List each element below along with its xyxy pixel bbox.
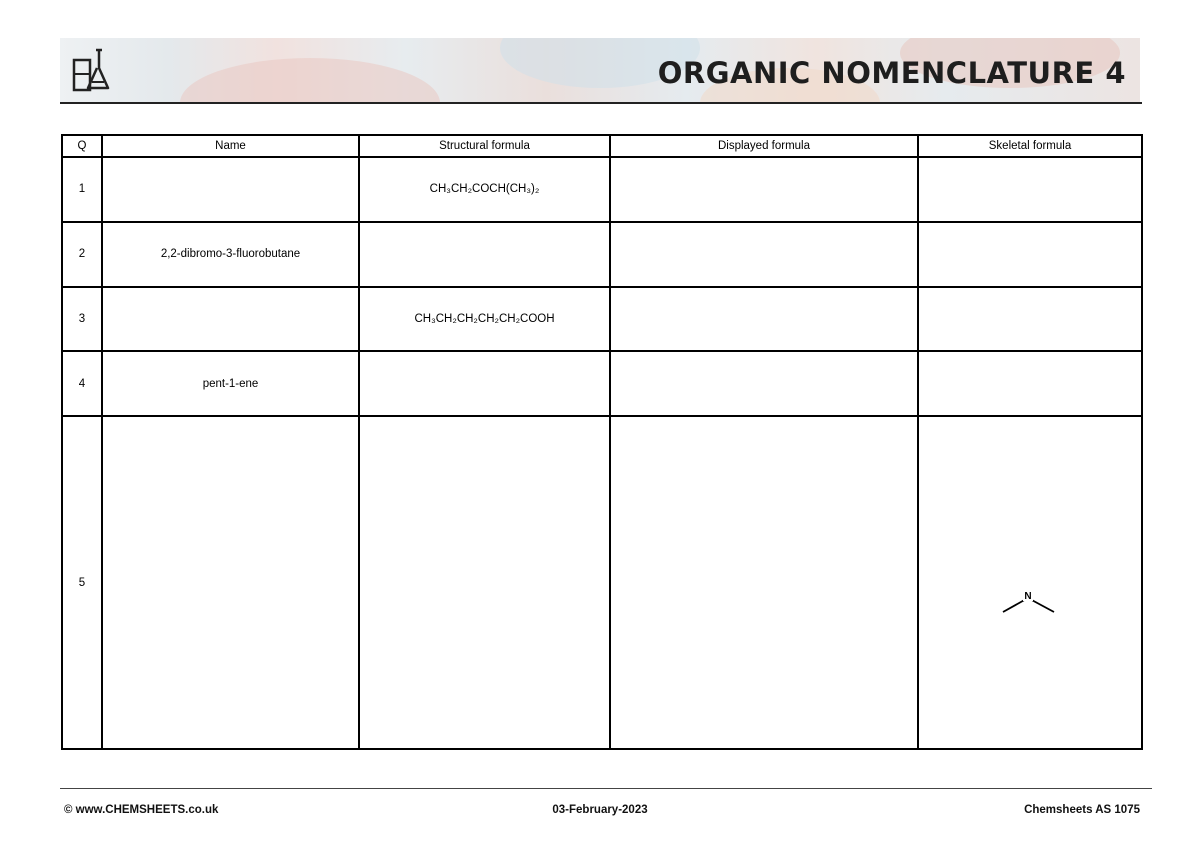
header-rule xyxy=(60,102,1142,104)
skeletal-formula-cell[interactable] xyxy=(918,287,1142,352)
structural-formula-cell[interactable] xyxy=(359,351,610,416)
structural-formula-cell[interactable]: CH₃CH₂CH₂CH₂CH₂COOH xyxy=(359,287,610,352)
lab-glassware-icon xyxy=(68,46,118,98)
name-cell[interactable] xyxy=(102,287,359,352)
name-cell[interactable] xyxy=(102,157,359,222)
table-row xyxy=(62,157,1142,222)
name-cell[interactable] xyxy=(102,416,359,749)
question-number: 2 xyxy=(62,222,102,287)
column-header-structural: Structural formula xyxy=(359,135,610,157)
skeletal-formula-cell[interactable] xyxy=(918,157,1142,222)
structural-formula-cell[interactable] xyxy=(359,416,610,749)
name-cell[interactable]: 2,2-dibromo-3-fluorobutane xyxy=(102,222,359,287)
footer-date: 03-February-2023 xyxy=(552,804,648,816)
displayed-formula-cell[interactable] xyxy=(610,222,918,287)
question-number: 4 xyxy=(62,351,102,416)
displayed-formula-cell[interactable] xyxy=(610,157,918,222)
table-header-row xyxy=(62,135,1142,157)
table-row xyxy=(62,222,1142,287)
displayed-formula-cell[interactable] xyxy=(610,416,918,749)
structural-formula-cell[interactable] xyxy=(359,222,610,287)
question-number: 3 xyxy=(62,287,102,352)
nitrogen-atom-label: N xyxy=(1024,590,1032,602)
skeletal-formula-drawing xyxy=(995,586,1065,618)
structural-formula-cell[interactable]: CH₃CH₂COCH(CH₃)₂ xyxy=(359,157,610,222)
page-title: ORGANIC NOMENCLATURE 4 xyxy=(657,56,1126,90)
question-number: 1 xyxy=(62,157,102,222)
column-header-name: Name xyxy=(102,135,359,157)
skeletal-formula-cell[interactable] xyxy=(918,222,1142,287)
footer-copyright: © www.CHEMSHEETS.co.uk xyxy=(64,804,219,816)
nomenclature-table xyxy=(61,134,1143,750)
name-cell[interactable]: pent-1-ene xyxy=(102,351,359,416)
footer-rule xyxy=(60,788,1152,789)
footer-sheet-id: Chemsheets AS 1075 xyxy=(1024,804,1140,816)
column-header-skeletal: Skeletal formula xyxy=(918,135,1142,157)
table-row xyxy=(62,351,1142,416)
skeletal-formula-cell[interactable] xyxy=(918,351,1142,416)
column-header-q: Q xyxy=(62,135,102,157)
column-header-displayed: Displayed formula xyxy=(610,135,918,157)
displayed-formula-cell[interactable] xyxy=(610,287,918,352)
table-row xyxy=(62,416,1142,749)
displayed-formula-cell[interactable] xyxy=(610,351,918,416)
skeletal-formula-cell[interactable] xyxy=(918,416,1142,749)
table-row xyxy=(62,287,1142,352)
question-number: 5 xyxy=(62,416,102,749)
